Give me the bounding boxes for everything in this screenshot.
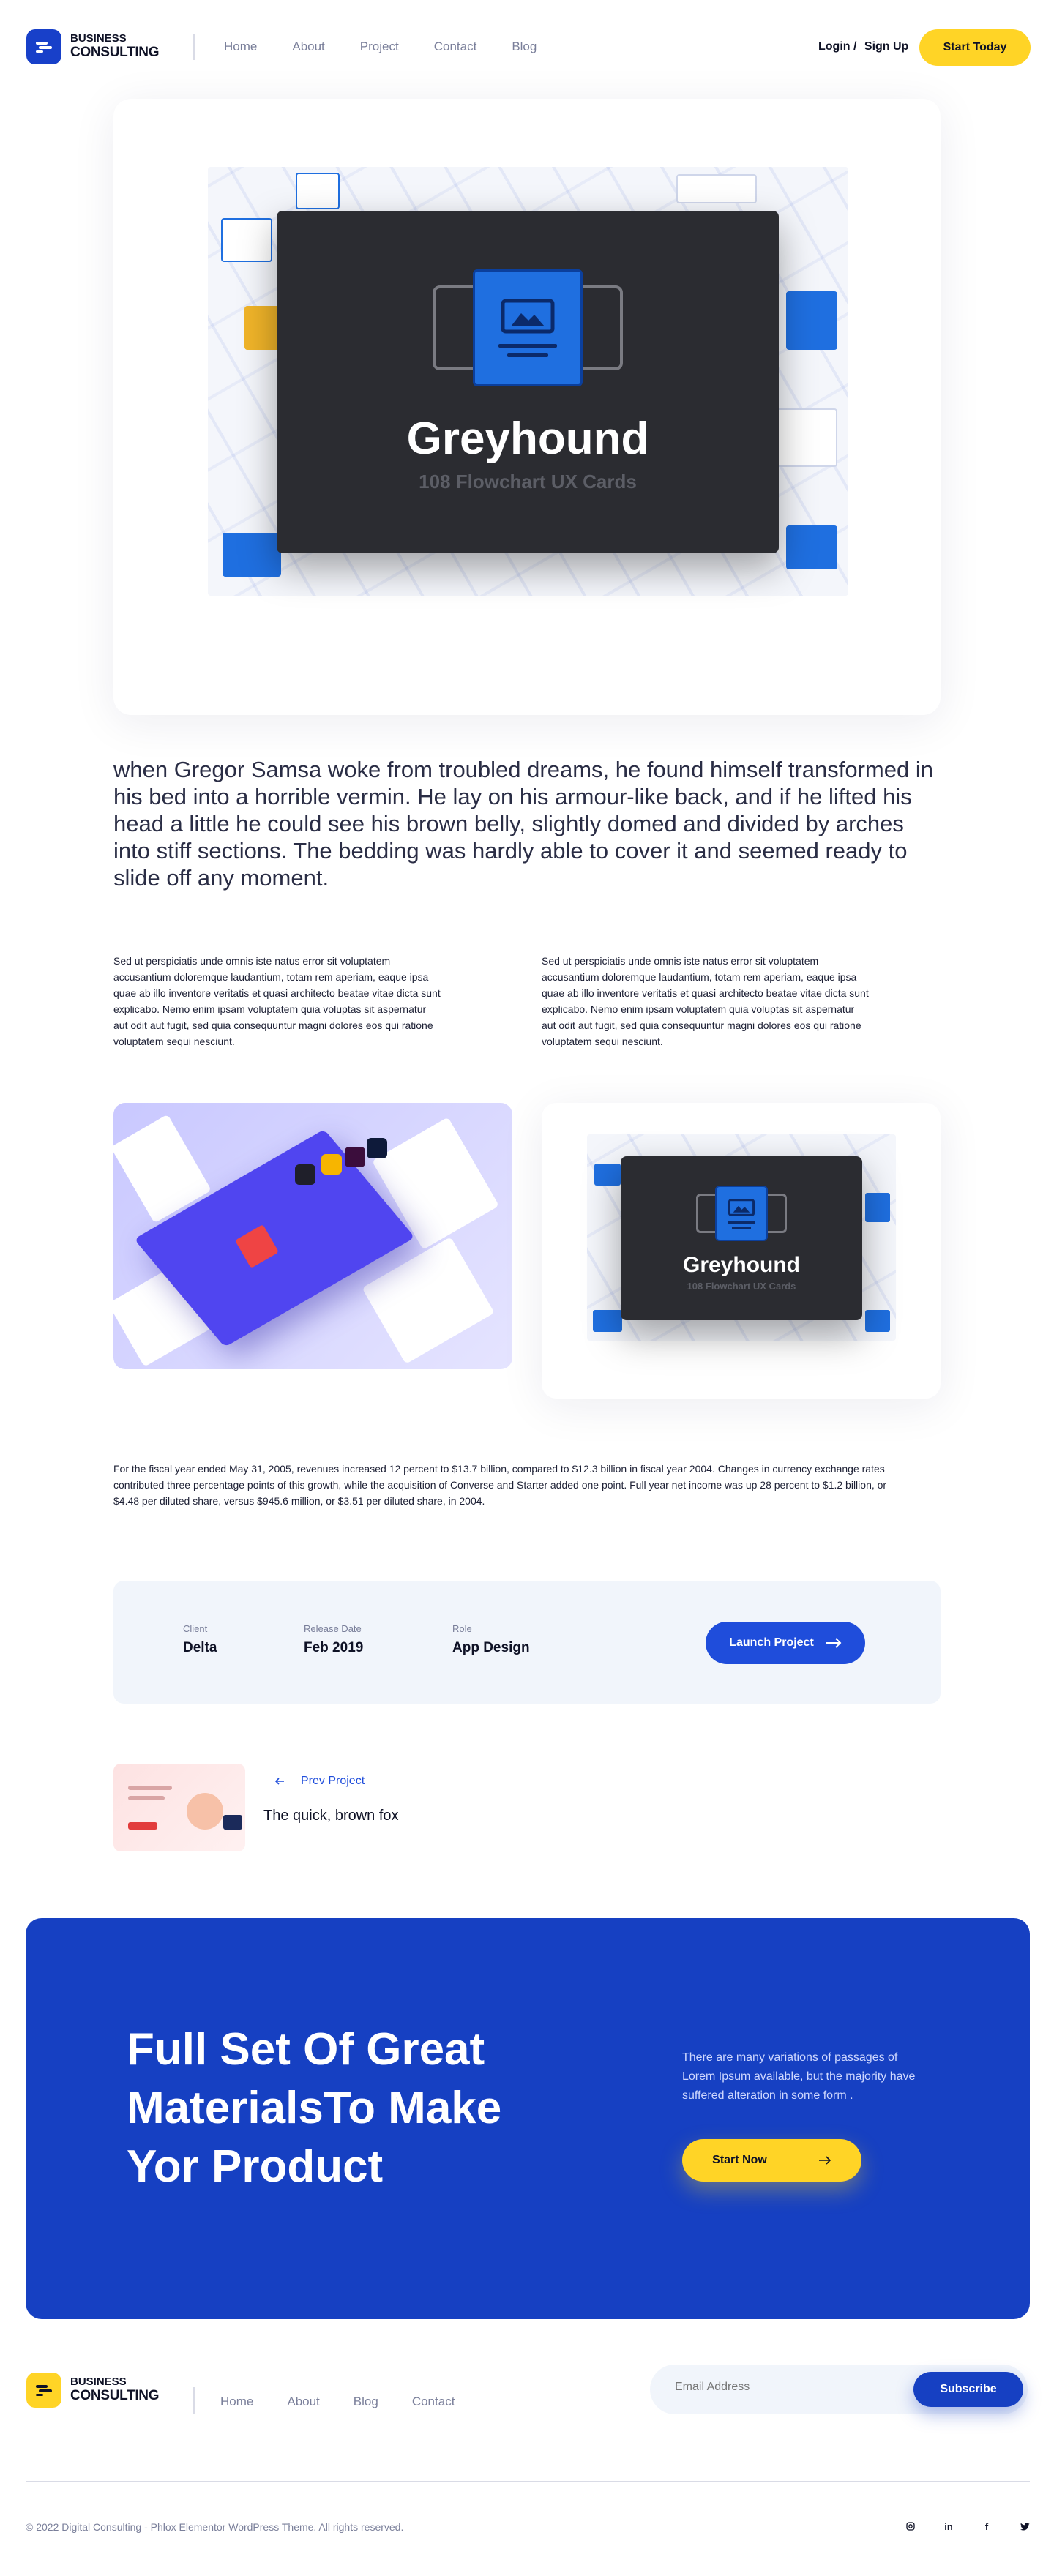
subscribe-button[interactable]: Subscribe [913,2372,1023,2407]
header-divider [193,34,195,60]
footer-logo-mark-icon [26,2373,61,2408]
cta-title-line-2: MaterialsTo Make [127,2083,502,2133]
client-value: Delta [183,1640,217,1655]
nav-project[interactable]: Project [359,40,399,53]
cta-title-line-3: Yor Product [127,2141,384,2192]
instagram-icon[interactable] [897,2513,924,2539]
start-now-button[interactable] [682,2139,861,2182]
footer-brand-line-1: BUSINESS [70,2375,127,2389]
facebook-icon[interactable]: f [984,2520,989,2532]
footer-divider [193,2387,195,2414]
image-icon [473,269,583,386]
nav-about[interactable]: About [292,40,325,53]
nav-home[interactable]: Home [224,40,258,53]
start-now-label: Start Now [712,2154,767,2166]
hero-subtitle: 108 Flowchart UX Cards [419,471,637,493]
prev-project-thumbnail[interactable] [113,1764,245,1852]
newsletter-form [650,2365,1028,2414]
gallery-dark-panel [621,1156,862,1320]
start-today-button[interactable]: Start Today [919,29,1031,66]
prev-project-title[interactable]: The quick, brown fox [264,1808,399,1824]
release-date-label: Release Date [304,1623,362,1634]
arrow-right-icon [818,2156,831,2165]
cta-title-line-1: Full Set Of Great [127,2024,485,2075]
gallery-image-icon [715,1186,768,1241]
brand-line-1: BUSINESS [70,32,127,45]
nav-blog[interactable]: Blog [512,40,537,53]
footer-rule [26,2481,1030,2482]
gallery-card-title: Greyhound [682,1253,800,1277]
column-text-right: Sed ut perspiciatis unde omnis iste natus error sit voluptatem accusantium doloremque laudantium, totam rem aperiam, eaque ipsa quae ab illo inventore veritatis et quasi architecto beatae vitae dicta sunt explicabo. Nemo enim ipsam voluptatem quia voluptas sit aspernatur aut odit aut fugit, sed quia consequuntur magni dolores eos qui ratione voluptatem sequi nesciunt. [542,955,869,1047]
prev-project-link[interactable] [274,1775,365,1788]
nav-contact[interactable]: Contact [433,40,477,53]
cta-section [26,1918,1030,2319]
role-value: App Design [452,1640,530,1655]
footer-nav-contact[interactable]: Contact [411,2395,455,2408]
project-info-bar [113,1581,941,1704]
launch-project-button[interactable] [706,1622,865,1664]
cta-title [127,2021,580,2196]
footer-nav-about[interactable]: About [287,2395,320,2408]
logo-mark-icon [26,29,61,64]
signup-link[interactable]: Sign Up [864,40,909,53]
launch-project-label: Launch Project [729,1636,814,1649]
email-input[interactable] [675,2381,894,2394]
auth-links [818,40,908,53]
brand-logo[interactable] [26,29,159,64]
linkedin-icon[interactable]: in [944,2520,953,2532]
release-date-value: Feb 2019 [304,1640,364,1655]
client-label: Client [183,1623,208,1634]
arrow-left-icon [274,1778,285,1785]
hero-title: Greyhound [406,413,649,464]
footer-nav-blog[interactable]: Blog [353,2395,378,2408]
login-link[interactable]: Login / [818,40,857,53]
column-text-left: Sed ut perspiciatis unde omnis iste natus error sit voluptatem accusantium doloremque laudantium, totam rem aperiam, eaque ipsa quae ab illo inventore veritatis et quasi architecto beatae vitae dicta sunt explicabo. Nemo enim ipsam voluptatem quia voluptas sit aspernatur aut odit aut fugit, sed quia consequuntur magni dolores eos qui ratione voluptatem sequi nesciunt. [113,955,441,1047]
twitter-icon[interactable] [1012,2513,1038,2539]
cta-text: There are many variations of passages of Lorem Ipsum available, but the majority have suffered alteration in some form . [682,2051,916,2102]
brand-line-2: CONSULTING [70,44,160,60]
hero-dark-panel [277,211,779,553]
lead-paragraph: when Gregor Samsa woke from troubled dreams, he found himself transformed in his bed into a horrible vermin. He lay on his armour-like back, and if he lifted his head a little he could see his brown belly, slightly domed and divided by arches into stiff sections. The bedding was hardly able to cover it and seemed ready to slide off any moment. [113,757,933,891]
prev-project-label: Prev Project [301,1775,365,1787]
copyright-text: © 2022 Digital Consulting - Phlox Elementor WordPress Theme. All rights reserved. [26,2521,404,2533]
arrow-right-icon [826,1638,842,1648]
footer-brand-logo[interactable] [26,2373,159,2408]
footer-nav-home[interactable]: Home [220,2395,254,2408]
gallery-card-subtitle: 108 Flowchart UX Cards [687,1281,796,1292]
gallery-image-left [113,1103,512,1369]
footer-brand-line-2: CONSULTING [70,2387,160,2403]
social-links [897,2513,1038,2539]
fiscal-paragraph: For the fiscal year ended May 31, 2005, revenues increased 12 percent to $13.7 billion, compared to $12.3 billion in fiscal year 2004. Changes in currency exchange rates contributed three percentage points of this growth, while the acquisition of Converse and Starter added one point. Full year net income was up 28 percent to $1.2 billion, or $4.48 per diluted share, versus $945.6 million, or $3.51 per diluted share, in 2004. [113,1463,887,1507]
main-nav [224,40,537,54]
role-label: Role [452,1623,472,1634]
footer-nav [220,2395,455,2409]
